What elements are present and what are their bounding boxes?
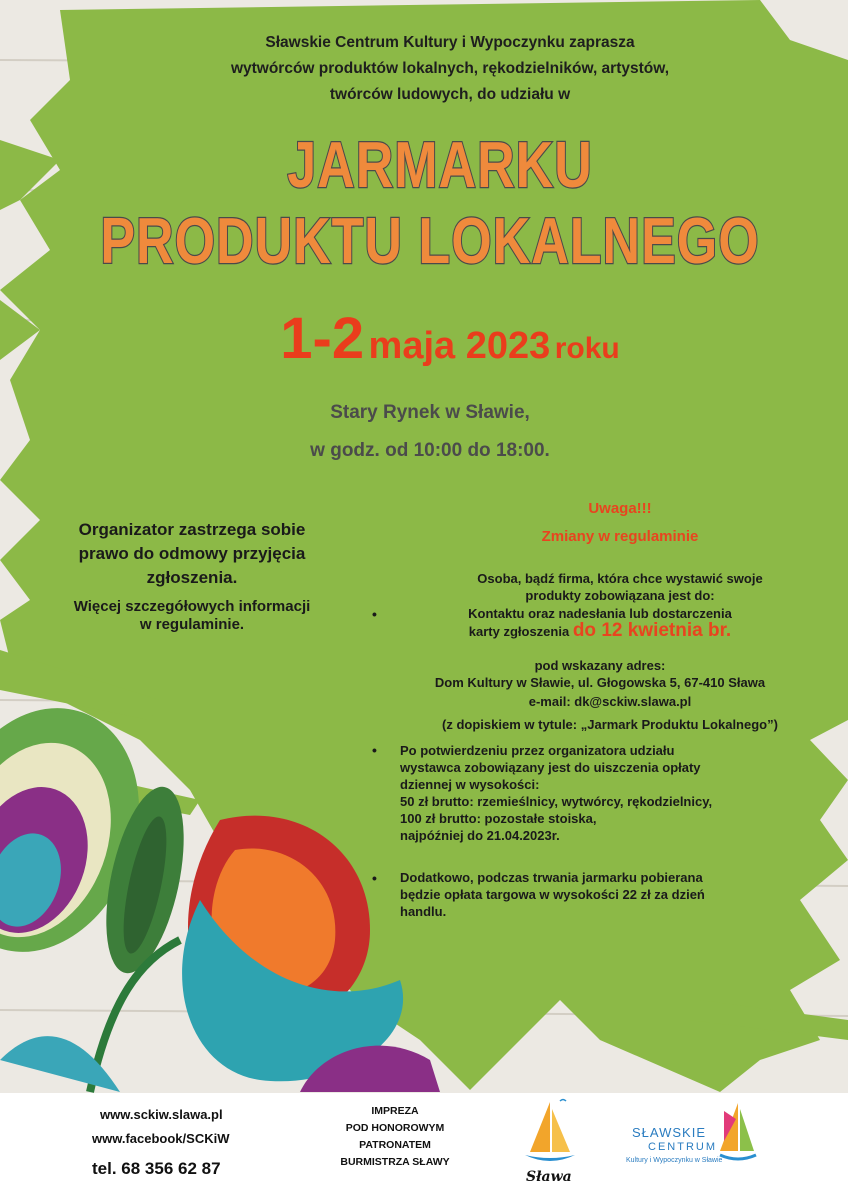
organizer-note bbox=[22, 518, 362, 634]
event-date bbox=[100, 305, 800, 372]
intro-text bbox=[150, 30, 750, 108]
date-month: maja 2023 bbox=[368, 325, 551, 367]
rules-subject: (z dopiskiem w tytule: „Jarmark Produktu Lokalnego”) bbox=[442, 717, 778, 732]
bullet-3: • bbox=[372, 870, 377, 886]
sckiw-logo-line-1: SŁAWSKIE bbox=[632, 1125, 706, 1140]
note-line-2: prawo do odmowy przyjęcia bbox=[78, 544, 306, 563]
rules-extra-line-1: Dodatkowo, podczas trwania jarmarku pobierana bbox=[400, 870, 703, 885]
rules-deadline: do 12 kwietnia br. bbox=[572, 620, 732, 641]
footer bbox=[0, 1093, 848, 1200]
intro-line-3: twórców ludowych, do udziału w bbox=[329, 86, 571, 103]
rules-extra bbox=[400, 869, 840, 920]
rules-address bbox=[380, 657, 820, 691]
rules-email: e-mail: dk@sckiw.slawa.pl bbox=[528, 694, 692, 709]
rules-intro bbox=[400, 570, 840, 604]
patron-line-3: PATRONATEM bbox=[359, 1139, 431, 1151]
footer-website[interactable]: www.sckiw.slawa.pl bbox=[100, 1107, 223, 1122]
sckiw-logo-line-2: CENTRUM bbox=[648, 1141, 717, 1153]
note-line-1: Organizator zastrzega sobie bbox=[78, 520, 306, 539]
slawa-logo bbox=[520, 1097, 580, 1197]
intro-line-2: wytwórców produktów lokalnych, rękodzielników, artystów, bbox=[230, 60, 670, 77]
sckiw-logo bbox=[626, 1101, 766, 1191]
patron-line-1: IMPREZA bbox=[371, 1105, 419, 1117]
note-line-3: zgłoszenia. bbox=[146, 568, 238, 587]
rules-contact-card: karty zgłoszenia bbox=[468, 624, 570, 639]
rules-contact-line-1: Kontaktu oraz nadesłania lub dostarczenia bbox=[468, 606, 732, 621]
rules-fee-line-2: wystawca zobowiązany jest do uiszczenia opłaty bbox=[400, 760, 701, 775]
notice-subheading: Zmiany w regulaminie bbox=[541, 528, 699, 545]
title-line-2: PRODUKTU LOKALNEGO bbox=[100, 205, 760, 278]
rules-fee-line-4: 50 zł brutto: rzemieślnicy, wytwórcy, rękodzielnicy, bbox=[400, 794, 713, 809]
footer-patronage bbox=[330, 1103, 460, 1171]
intro-line-1: Sławskie Centrum Kultury i Wypoczynku zaprasza bbox=[265, 34, 635, 51]
title-line-1: JARMARKU bbox=[287, 129, 593, 202]
bullet-2: • bbox=[372, 742, 377, 758]
rules-intro-line-2: produkty zobowiązana jest do: bbox=[525, 588, 715, 603]
rules-contact bbox=[380, 605, 820, 640]
rules-fee-line-5: 100 zł brutto: pozostałe stoiska, bbox=[400, 811, 597, 826]
notice-heading: Uwaga!!! bbox=[588, 500, 652, 517]
patron-line-4: BURMISTRZA SŁAWY bbox=[340, 1156, 450, 1168]
rules-intro-line-1: Osoba, bądź firma, która chce wystawić swoje bbox=[477, 571, 763, 586]
rules-extra-line-3: handlu. bbox=[400, 904, 447, 919]
rules-fee-line-3: dziennej w wysokości: bbox=[400, 777, 540, 792]
note-line-4: Więcej szczegółowych informacji bbox=[73, 598, 311, 615]
rules-address-line-2: Dom Kultury w Sławie, ul. Głogowska 5, 67-410 Sława bbox=[434, 675, 766, 690]
patron-line-2: POD HONOROWYM bbox=[345, 1122, 445, 1134]
rules-address-line-1: pod wskazany adres: bbox=[534, 658, 666, 673]
place-location: Stary Rynek w Sławie, bbox=[330, 402, 530, 423]
rules-extra-line-2: będzie opłata targowa w wysokości 22 zł za dzień bbox=[400, 887, 705, 902]
slawa-logo-text: Sława bbox=[526, 1169, 572, 1185]
footer-facebook[interactable]: www.facebook/SCKiW bbox=[92, 1131, 230, 1146]
bullet-1: • bbox=[372, 606, 377, 622]
rules-fee-line-1: Po potwierdzeniu przez organizatora udziału bbox=[400, 743, 675, 758]
rules-fee-line-6: najpóźniej do 21.04.2023r. bbox=[400, 828, 560, 843]
note-line-5: w regulaminie. bbox=[139, 616, 245, 633]
date-days: 1-2 bbox=[280, 306, 365, 371]
date-suffix: roku bbox=[554, 332, 620, 365]
footer-phone: tel. 68 356 62 87 bbox=[92, 1159, 221, 1178]
sail-logo-icon bbox=[520, 1097, 580, 1177]
rules-fee bbox=[400, 742, 840, 844]
sckiw-logo-line-3: Kultury i Wypoczynku w Sławie bbox=[626, 1157, 723, 1164]
sckiw-sail-icon bbox=[718, 1101, 758, 1171]
place-hours: w godz. od 10:00 do 18:00. bbox=[310, 440, 550, 461]
rules-contact-line-2 bbox=[380, 622, 820, 640]
